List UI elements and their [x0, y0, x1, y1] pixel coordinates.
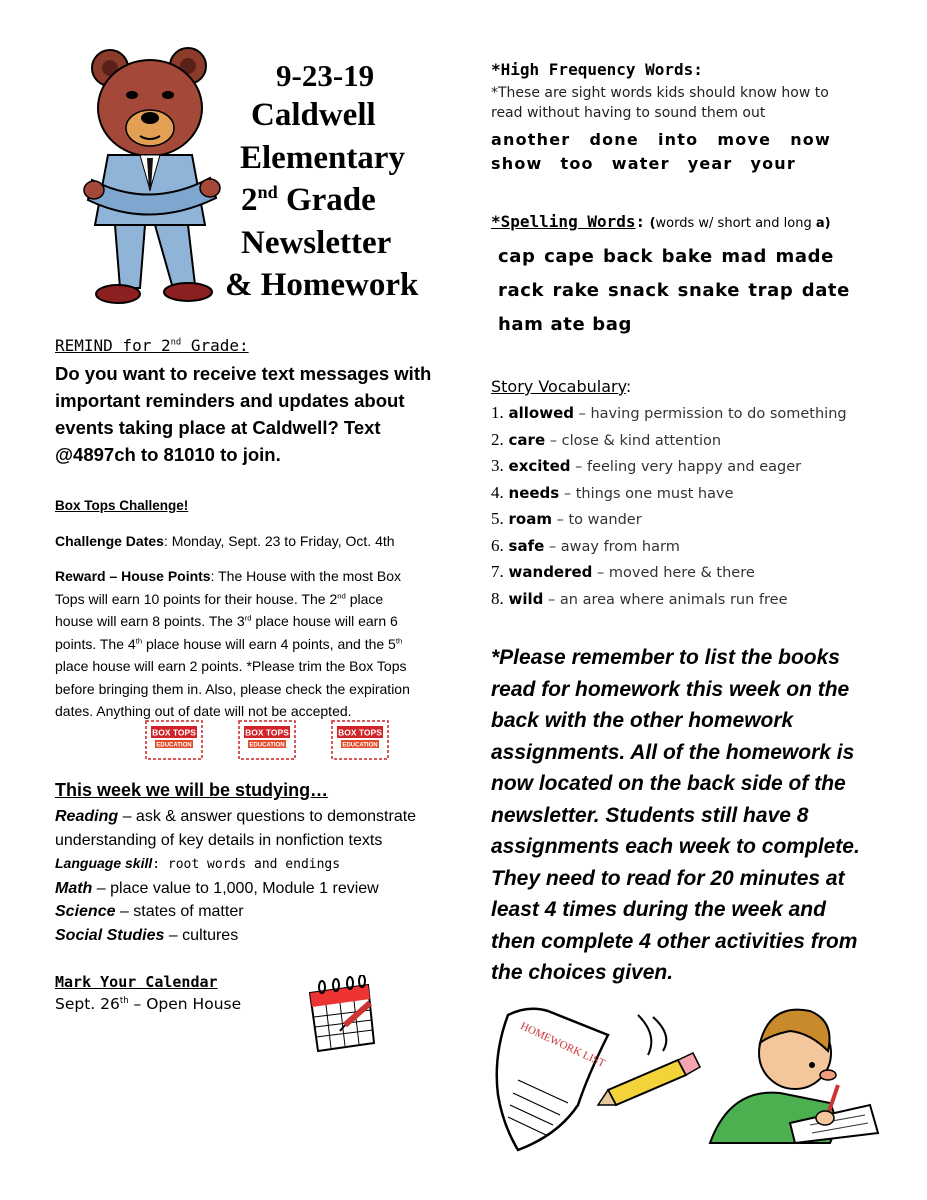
hfw-subtitle: *These are sight words kids should know how to read without having to sound them out [491, 85, 829, 121]
vocab-item: 2. care – close & kind attention [491, 429, 722, 449]
vocab-item: 4. needs – things one must have [491, 482, 734, 502]
vocab-item: 8. wild – an area where animals run free [491, 588, 788, 608]
school-name-line2: Elementary [240, 140, 405, 176]
remind-body: Do you want to receive text messages with important reminders and updates about events taking place at Caldwell? Text @4897ch to 81010 to join. [55, 363, 432, 465]
studying-item-reading: Reading – ask & answer questions to demonstrate understanding of key details in nonfiction texts [55, 808, 417, 849]
hfw-row-1 [491, 130, 831, 149]
svg-text:BOX TOPS: BOX TOPS [152, 727, 196, 738]
spelling-heading: *Spelling Words: (words w/ short and long a) [491, 212, 831, 231]
boxtops-reward: Reward – House Points: The House with the most Box Tops will earn 10 points for their house. The 2nd place house will earn 8 points. The 3rd place house will earn 6 points. The 4th place house will earn 4 points, and the 5th place house will earn 2 points. *Please trim the Box Tops before bringing them in. Also, please check the expiration dates. Anything out of date will not be accepted. [55, 568, 410, 719]
grade-number: 2 [241, 182, 258, 218]
vocab-item: 6. safe – away from harm [491, 535, 680, 555]
hfw-word: another [491, 130, 571, 149]
boxtops-coupon-1 [145, 720, 203, 760]
spelling-word: ate [550, 314, 586, 335]
hfw-word: your [750, 154, 796, 173]
spelling-word: snack [607, 280, 670, 301]
spelling-word: back [602, 246, 654, 267]
boxtops-dates: Challenge Dates: Monday, Sept. 23 to Friday, Oct. 4th [55, 533, 395, 549]
spelling-row-1 [498, 246, 834, 267]
school-name-line1: Caldwell [251, 97, 376, 133]
svg-text:EDUCATION: EDUCATION [156, 742, 192, 749]
spelling-word: bag [592, 314, 632, 335]
studying-list [55, 805, 440, 947]
grade-title [241, 184, 376, 217]
hfw-word: water [611, 154, 670, 173]
vocab-item: 3. excited – feeling very happy and eager [491, 456, 802, 475]
spelling-row-2 [498, 280, 850, 301]
homework-list-illustration [488, 1005, 703, 1155]
boxtops-coupon-2 [238, 720, 296, 760]
studying-item-science: Science – states of matter [55, 903, 244, 920]
studying-heading: This week we will be studying… [55, 780, 329, 800]
studying-item-math: Math – place value to 1,000, Module 1 review [55, 879, 379, 897]
spelling-word: mad [721, 246, 767, 267]
vocab-item: 1. allowed – having permission to do something [491, 403, 847, 422]
studying-item-language: Language skill: root words and endings [55, 855, 341, 872]
hfw-word: year [687, 154, 733, 173]
hfw-row-2 [491, 154, 796, 173]
spelling-word: made [775, 246, 834, 267]
calendar-event: Sept. 26th – Open House [55, 995, 242, 1013]
svg-text:BOX TOPS: BOX TOPS [245, 727, 289, 738]
spelling-word: snake [677, 280, 741, 301]
student-writing-illustration [700, 993, 880, 1153]
hfw-word: into [658, 130, 699, 149]
hfw-word: show [491, 154, 543, 173]
homework-word: & Homework [225, 267, 419, 303]
calendar-icon [300, 975, 380, 1055]
calendar-heading: Mark Your Calendar [55, 973, 218, 991]
svg-text:EDUCATION: EDUCATION [249, 742, 285, 749]
boxtops-heading: Box Tops Challenge! [55, 498, 189, 513]
spelling-word: cape [544, 246, 595, 267]
spelling-word: date [801, 280, 850, 301]
studying-item-social-studies: Social Studies – cultures [55, 926, 239, 944]
hfw-word: too [560, 154, 594, 173]
svg-text:BOX TOPS: BOX TOPS [338, 727, 382, 738]
hfw-word: done [589, 130, 639, 149]
bear-mascot-illustration [70, 40, 240, 310]
spelling-word: cap [498, 246, 536, 267]
newsletter-word: Newsletter [241, 225, 392, 261]
spelling-word: ham [498, 314, 544, 335]
spelling-word: rack [498, 280, 545, 301]
hfw-heading: *High Frequency Words: [491, 60, 703, 79]
vocab-item: 7. wandered – moved here & there [491, 562, 755, 581]
newsletter-date: 9-23-19 [276, 58, 375, 93]
spelling-word: bake [661, 246, 713, 267]
hfw-word: move [717, 130, 772, 149]
homework-reminder-note: *Please remember to list the books read for homework this week on the back with the other homework assignments. All of the homework is now located on the back side of the newsletter. Students still have 8 assignments each week to complete. They need to read for 20 minutes at least 4 times during the week and then complete 4 other activities from the choices given. [491, 646, 860, 984]
hfw-word: now [790, 130, 831, 149]
vocab-list [491, 400, 871, 612]
remind-heading: REMIND for 2nd Grade: [55, 336, 249, 355]
spelling-row-3 [498, 314, 632, 335]
boxtops-coupon-3 [331, 720, 389, 760]
vocab-heading: Story Vocabulary: [491, 377, 632, 396]
svg-text:EDUCATION: EDUCATION [342, 742, 378, 749]
grade-word: Grade [285, 182, 376, 218]
svg-text:HOMEWORK LIST: HOMEWORK LIST [518, 1020, 607, 1070]
vocab-item: 5. roam – to wander [491, 509, 642, 528]
spelling-word: rake [552, 280, 600, 301]
grade-suffix: nd [257, 182, 278, 202]
spelling-word: trap [748, 280, 794, 301]
